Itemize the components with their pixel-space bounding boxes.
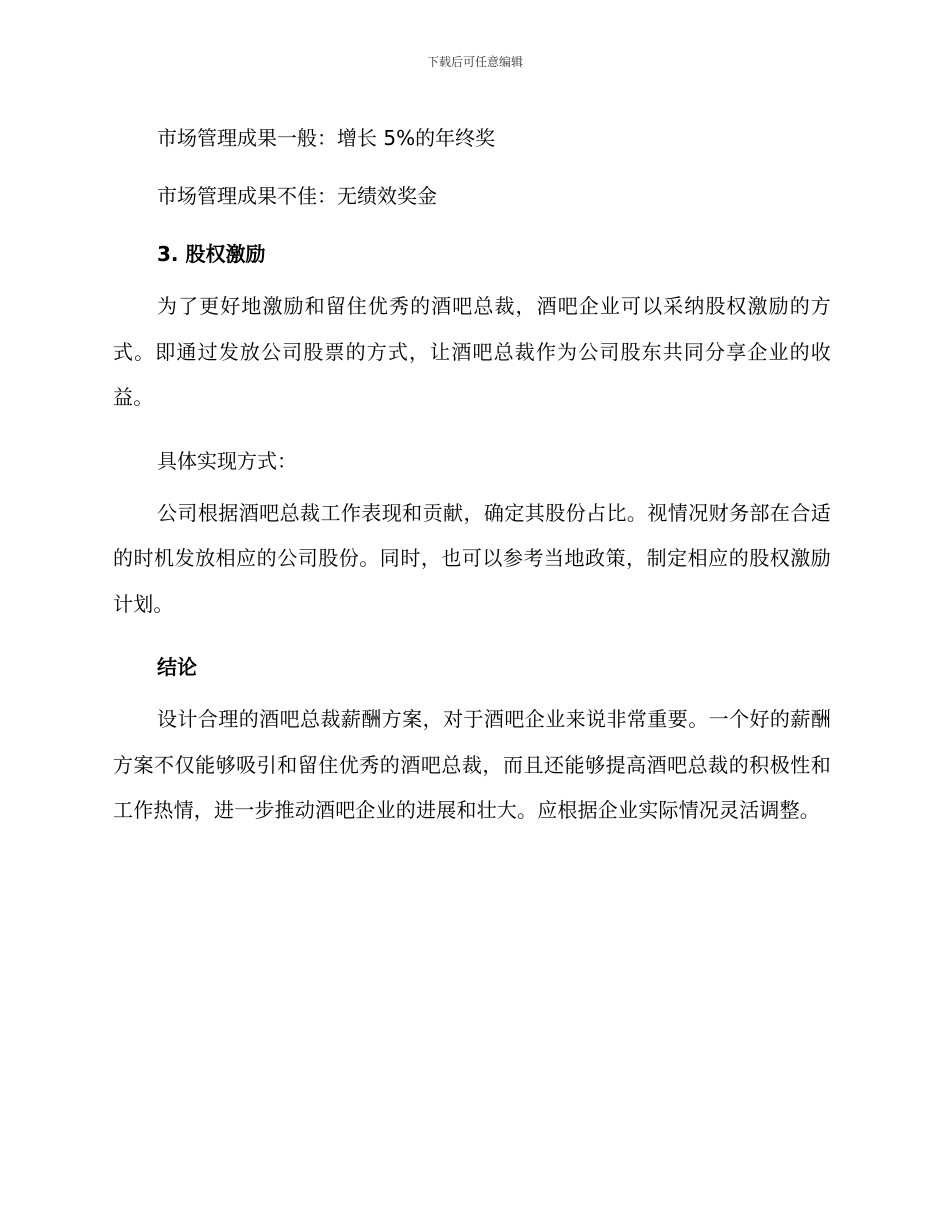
bonus-poor-line: 市场管理成果不佳：无绩效奖金 — [157, 184, 437, 209]
spacer — [113, 421, 831, 433]
equity-heading: 3. 股权激励 — [157, 242, 266, 267]
conclusion-paragraph: 设计合理的酒吧总裁薪酬方案，对于酒吧企业来说非常重要。一个好的薪酬方案不仅能够吸引和留住优秀的酒吧总裁，而且还能够提高酒吧总裁的积极性和工作热情，进一步推动酒吧企业的进展和壮大。应根据企业实际情况灵活调整。 — [113, 707, 831, 822]
spacer — [113, 627, 831, 639]
page-header: 下载后可任意编辑 — [426, 55, 523, 69]
equity-intro-paragraph: 为了更好地激励和留住优秀的酒吧总裁，酒吧企业可以采纳股权激励的方式。即通过发放公司股票的方式，让酒吧总裁作为公司股东共同分享企业的收益。 — [113, 294, 831, 409]
bonus-general-line: 市场管理成果一般：增长 5%的年终奖 — [157, 126, 496, 151]
conclusion-heading: 结论 — [157, 655, 197, 680]
document-body — [113, 110, 831, 834]
method-detail-paragraph: 公司根据酒吧总裁工作表现和贡献，确定其股份占比。视情况财务部在合适的时机发放相应的公司股份。同时，也可以参考当地政策，制定相应的股权激励计划。 — [113, 500, 831, 616]
method-line: 具体实现方式： — [157, 448, 297, 473]
